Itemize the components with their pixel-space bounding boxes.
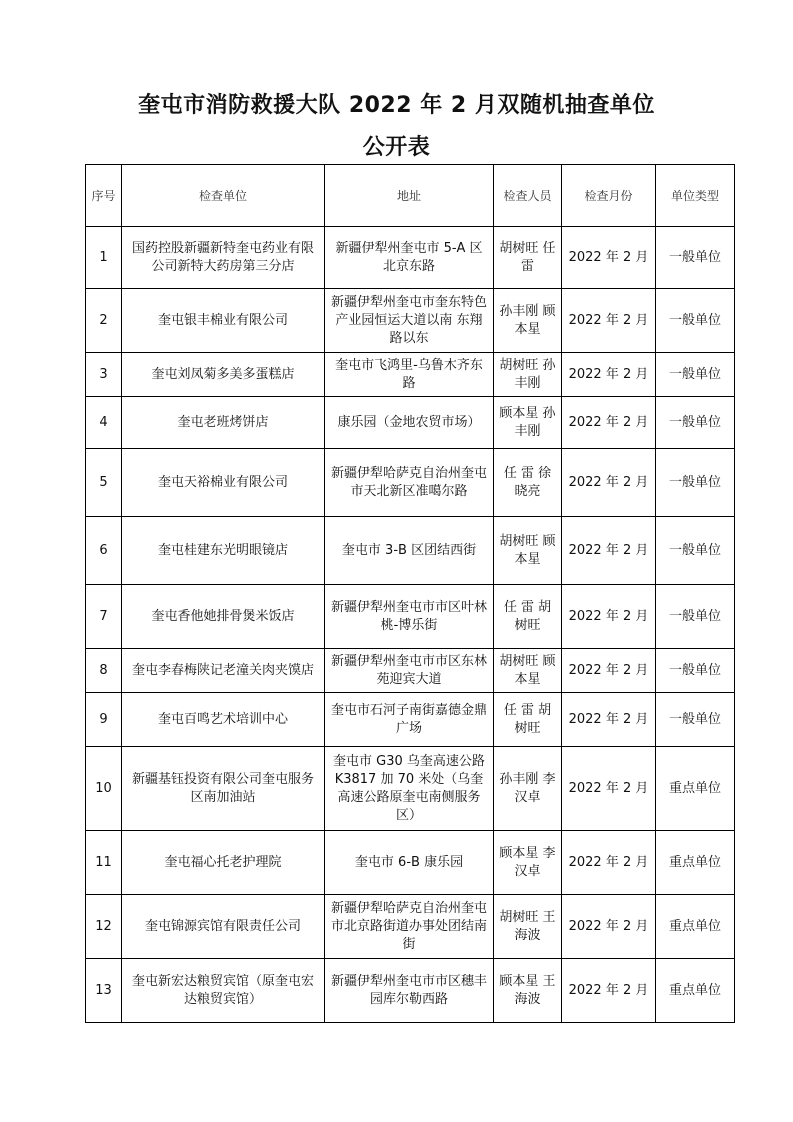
cell-type: 一般单位: [656, 517, 735, 585]
cell-month: 2022 年 2 月: [562, 895, 656, 959]
cell-address: 奎屯市飞鸿里-乌鲁木齐东路: [325, 353, 494, 397]
cell-address: 奎屯市 3-B 区团结西街: [325, 517, 494, 585]
cell-no: 13: [86, 959, 122, 1023]
cell-address: 奎屯市 6-B 康乐园: [325, 831, 494, 895]
cell-no: 12: [86, 895, 122, 959]
table-row: [86, 649, 735, 693]
cell-month: 2022 年 2 月: [562, 831, 656, 895]
cell-type: 重点单位: [656, 895, 735, 959]
cell-type: 一般单位: [656, 289, 735, 353]
cell-inspectors: 胡树旺 孙丰刚: [494, 353, 562, 397]
cell-month: 2022 年 2 月: [562, 449, 656, 517]
cell-no: 3: [86, 353, 122, 397]
cell-month: 2022 年 2 月: [562, 289, 656, 353]
header-type: 单位类型: [656, 165, 735, 227]
cell-no: 8: [86, 649, 122, 693]
cell-type: 重点单位: [656, 831, 735, 895]
cell-unit: 新疆基钰投资有限公司奎屯服务区南加油站: [122, 747, 325, 831]
cell-month: 2022 年 2 月: [562, 959, 656, 1023]
cell-month: 2022 年 2 月: [562, 353, 656, 397]
cell-type: 一般单位: [656, 449, 735, 517]
cell-no: 6: [86, 517, 122, 585]
cell-unit: 奎屯银丰棉业有限公司: [122, 289, 325, 353]
page-title: 奎屯市消防救援大队 2022 年 2 月双随机抽查单位: [138, 93, 655, 118]
cell-address: 新疆伊犁州奎屯市奎东特色产业园恒运大道以南 东翔路以东: [325, 289, 494, 353]
cell-inspectors: 孙丰刚 李汉卓: [494, 747, 562, 831]
cell-inspectors: 胡树旺 任 雷: [494, 227, 562, 289]
cell-inspectors: 胡树旺 顾本星: [494, 649, 562, 693]
table-row: [86, 353, 735, 397]
cell-month: 2022 年 2 月: [562, 397, 656, 449]
cell-address: 康乐园（金地农贸市场）: [325, 397, 494, 449]
cell-unit: 奎屯桂建东光明眼镜店: [122, 517, 325, 585]
cell-no: 5: [86, 449, 122, 517]
table-row: [86, 449, 735, 517]
header-unit: 检查单位: [122, 165, 325, 227]
cell-month: 2022 年 2 月: [562, 747, 656, 831]
cell-no: 11: [86, 831, 122, 895]
cell-no: 4: [86, 397, 122, 449]
table-row: [86, 959, 735, 1023]
cell-type: 一般单位: [656, 227, 735, 289]
cell-type: 重点单位: [656, 747, 735, 831]
cell-address: 新疆伊犁州奎屯市市区东林苑迎宾大道: [325, 649, 494, 693]
table-body: [86, 227, 735, 1023]
cell-no: 1: [86, 227, 122, 289]
cell-no: 2: [86, 289, 122, 353]
cell-inspectors: 顾本星 孙丰刚: [494, 397, 562, 449]
cell-type: 一般单位: [656, 397, 735, 449]
cell-inspectors: 顾本星 王海波: [494, 959, 562, 1023]
cell-unit: 奎屯百鸣艺术培训中心: [122, 693, 325, 747]
cell-unit: 奎屯香他她排骨煲米饭店: [122, 585, 325, 649]
cell-no: 9: [86, 693, 122, 747]
cell-address: 奎屯市 G30 乌奎高速公路 K3817 加 70 米处（乌奎高速公路原奎屯南侧服务区）: [325, 747, 494, 831]
cell-unit: 奎屯天裕棉业有限公司: [122, 449, 325, 517]
cell-inspectors: 孙丰刚 顾本星: [494, 289, 562, 353]
cell-month: 2022 年 2 月: [562, 227, 656, 289]
table-row: [86, 289, 735, 353]
cell-month: 2022 年 2 月: [562, 585, 656, 649]
table-row: [86, 895, 735, 959]
cell-month: 2022 年 2 月: [562, 649, 656, 693]
cell-unit: 奎屯锦源宾馆有限责任公司: [122, 895, 325, 959]
cell-type: 一般单位: [656, 585, 735, 649]
table-row: [86, 585, 735, 649]
cell-unit: 奎屯刘凤菊多美多蛋糕店: [122, 353, 325, 397]
cell-inspectors: 胡树旺 顾本星: [494, 517, 562, 585]
table-row: [86, 693, 735, 747]
cell-month: 2022 年 2 月: [562, 693, 656, 747]
cell-type: 一般单位: [656, 693, 735, 747]
header-no: 序号: [86, 165, 122, 227]
header-month: 检查月份: [562, 165, 656, 227]
cell-unit: 奎屯新宏达粮贸宾馆（原奎屯宏达粮贸宾馆）: [122, 959, 325, 1023]
cell-inspectors: 顾本星 李汉卓: [494, 831, 562, 895]
cell-inspectors: 胡树旺 王海波: [494, 895, 562, 959]
table-row: [86, 747, 735, 831]
cell-address: 新疆伊犁州奎屯市 5-A 区北京东路: [325, 227, 494, 289]
cell-inspectors: 任 雷 徐晓亮: [494, 449, 562, 517]
cell-unit: 奎屯老班烤饼店: [122, 397, 325, 449]
cell-inspectors: 任 雷 胡树旺: [494, 693, 562, 747]
cell-unit: 奎屯李春梅陕记老潼关肉夹馍店: [122, 649, 325, 693]
cell-no: 7: [86, 585, 122, 649]
header-inspectors: 检查人员: [494, 165, 562, 227]
table-row: [86, 397, 735, 449]
table-row: [86, 227, 735, 289]
cell-address: 新疆伊犁州奎屯市市区叶林桃-博乐街: [325, 585, 494, 649]
cell-month: 2022 年 2 月: [562, 517, 656, 585]
cell-address: 新疆伊犁哈萨克自治州奎屯市北京路街道办事处团结南街: [325, 895, 494, 959]
cell-type: 一般单位: [656, 353, 735, 397]
header-address: 地址: [325, 165, 494, 227]
table-header: [86, 165, 735, 227]
table-row: [86, 831, 735, 895]
cell-no: 10: [86, 747, 122, 831]
cell-inspectors: 任 雷 胡树旺: [494, 585, 562, 649]
cell-unit: 奎屯福心托老护理院: [122, 831, 325, 895]
table-row: [86, 517, 735, 585]
cell-unit: 国药控股新疆新特奎屯药业有限公司新特大药房第三分店: [122, 227, 325, 289]
cell-type: 重点单位: [656, 959, 735, 1023]
cell-address: 奎屯市石河子南街嘉德金鼎广场: [325, 693, 494, 747]
page-subtitle: 公开表: [362, 135, 431, 160]
cell-address: 新疆伊犁州奎屯市市区穗丰园库尔勒西路: [325, 959, 494, 1023]
cell-address: 新疆伊犁哈萨克自治州奎屯市天北新区准噶尔路: [325, 449, 494, 517]
cell-type: 一般单位: [656, 649, 735, 693]
inspection-table: [85, 164, 735, 1023]
